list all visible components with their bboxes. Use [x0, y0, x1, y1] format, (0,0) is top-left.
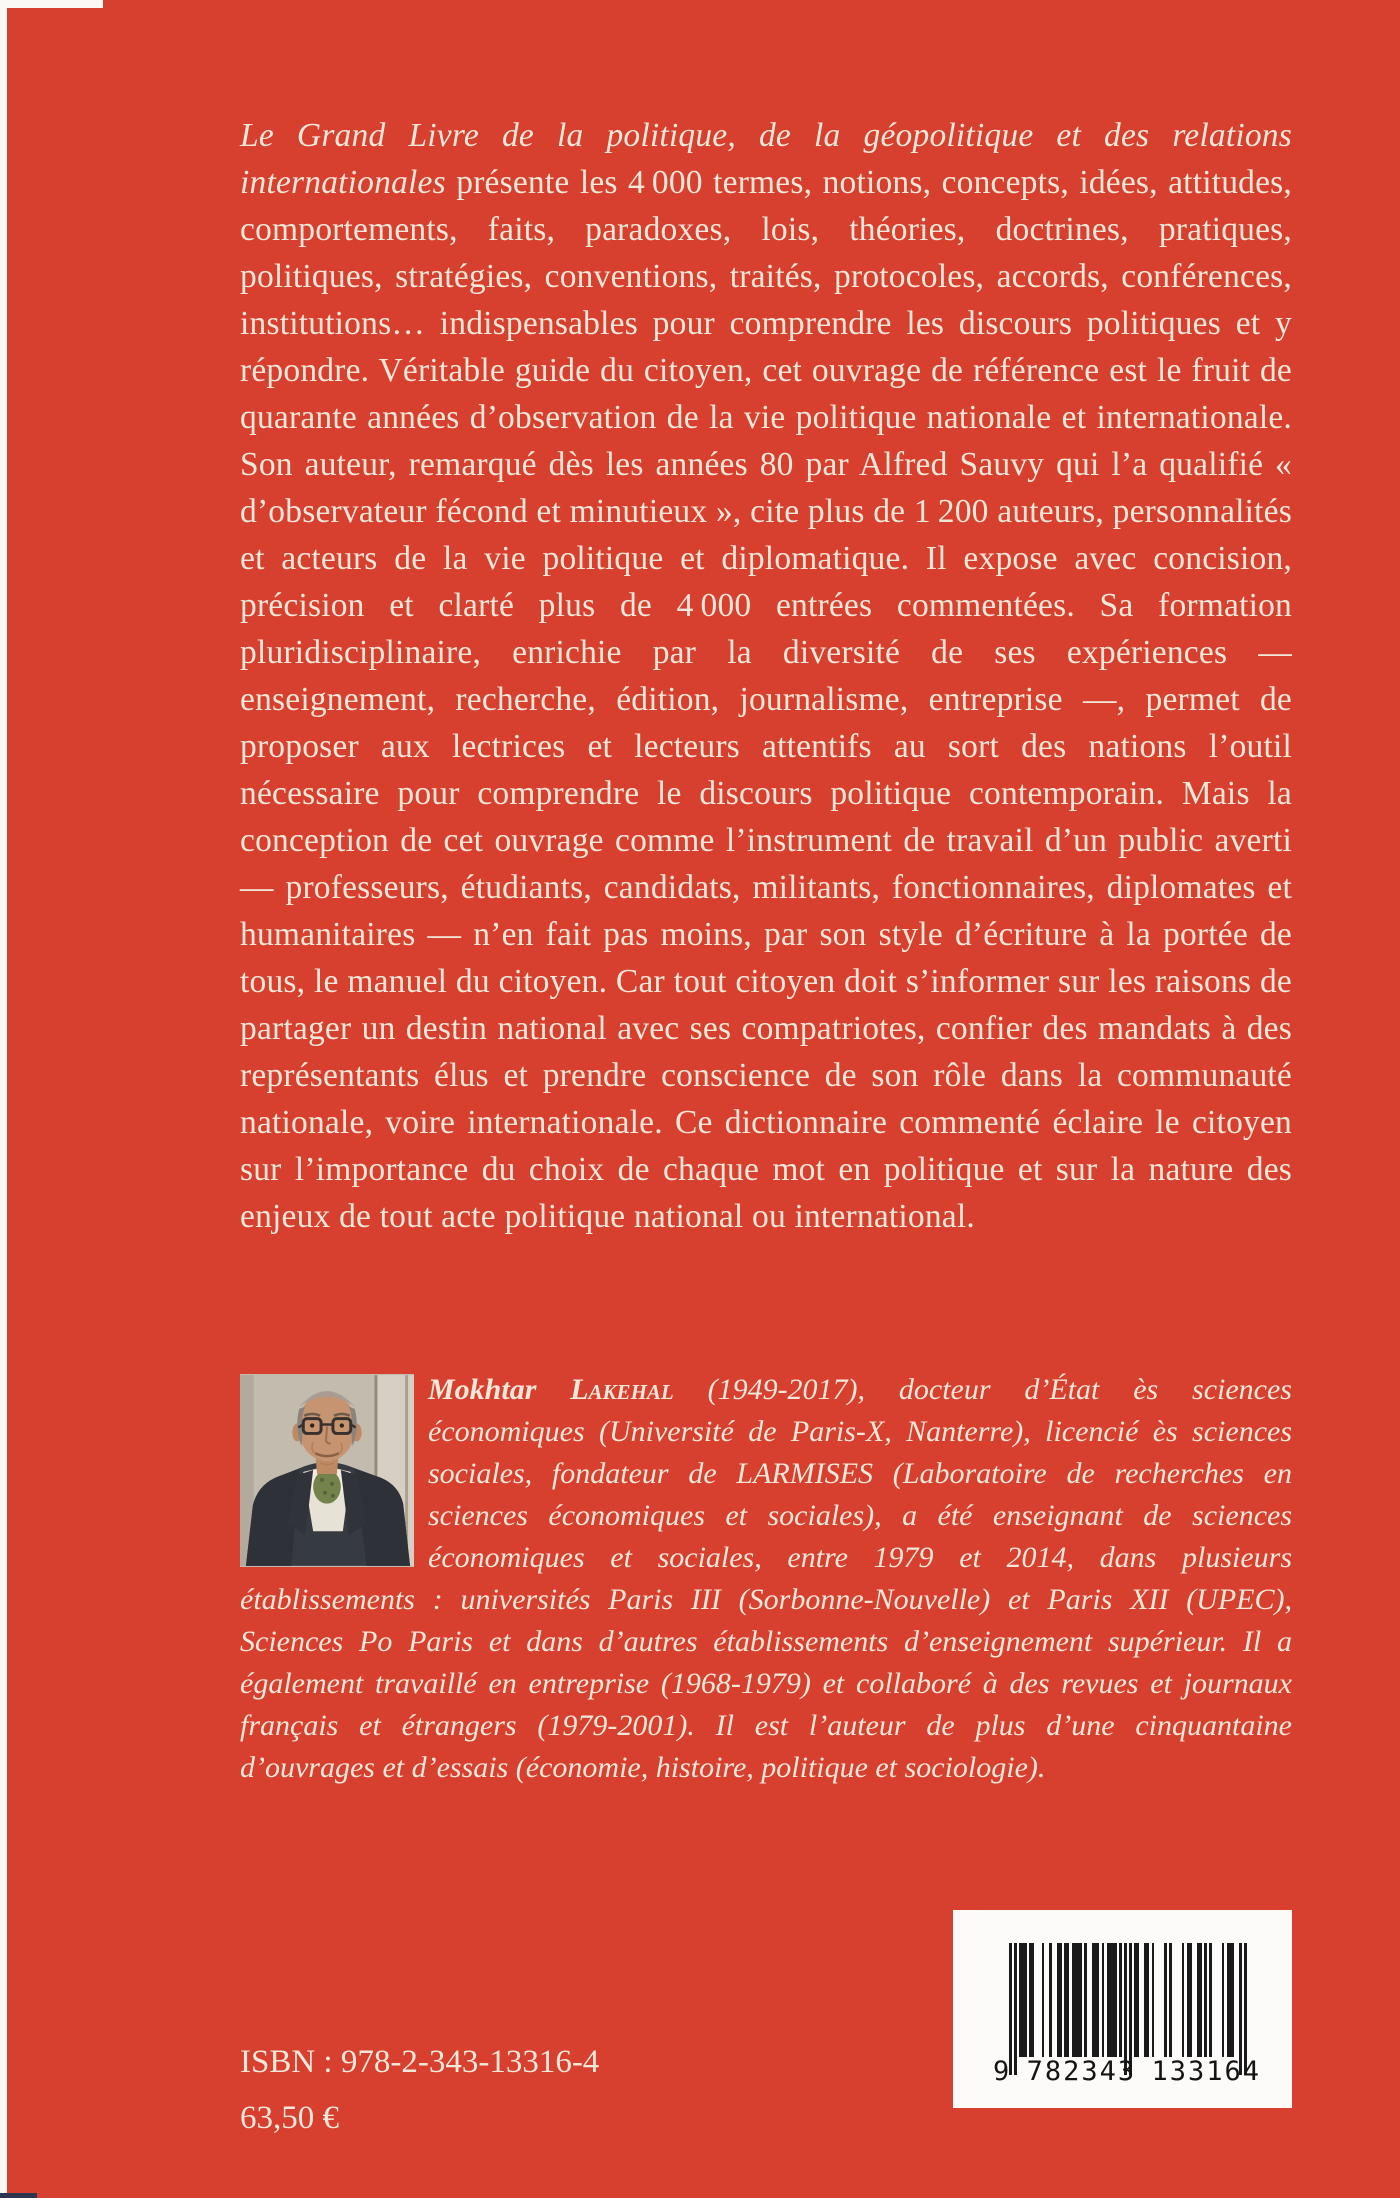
synopsis-text: présente les 4 000 termes, notions, concepts, idées, attitudes, comportements, faits, paradoxes, lois, théories, doctrines, pratiques, politiques, stratégies, conventions, traités, protocoles, accords, conférences, institutions… indispensables pour comprendre les discours politiques et y répondre. Véritable guide du citoyen, cet ouvrage de référence est le fruit de quarante années d’observation de la vie politique nationale et internationale. Son auteur, remarqué dès les années 80 par Alfred Sauvy qui l’a qualifié « d’observateur fécond et minutieux », cite plus de 1 200 auteurs, personnalités et acteurs de la vie politique et diplomatique. Il expose avec concision, précision et clarté plus de 4 000 entrées commentées. Sa formation pluridisciplinaire, enrichie par la diversité de ses expériences — enseignement, recherche, édition, journalisme, entreprise —, permet de proposer aux lectrices et lecteurs attentifs au sort des nations l’outil nécessaire pour comprendre le discours politique contemporain. Mais la conception de cet ouvrage comme l’instrument de travail d’un public averti — professeurs, étudiants, candidats, militants, fonctionnaires, diplomates et humanitaires — n’en fait pas moins, par son style d’écriture à la portée de tous, le manuel du citoyen. Car tout citoyen doit s’informer sur les raisons de partager un destin national avec ses compatriotes, confier des mandats à des représentants élus et prendre conscience de son rôle dans la communauté nationale, voire internationale. Ce dictionnaire commenté éclaire le citoyen sur l’importance du choix de chaque mot en politique et sur la nature des enjeux de tout acte politique national ou international. — [240, 164, 1292, 1235]
author-bio — [240, 1369, 1292, 1789]
author-photo — [240, 1374, 414, 1567]
barcode-digit-system: 9 — [993, 2056, 1012, 2087]
price-label: 63,50 € — [240, 2100, 339, 2136]
scan-corner-mark — [0, 2193, 37, 2198]
scan-edge-left — [0, 0, 7, 2198]
author-last-name: Lakehal — [570, 1373, 674, 1406]
author-first-name: Mokhtar — [428, 1373, 537, 1406]
book-title: Le Grand Livre de la politique, de la géopolitique et des relations internationales — [240, 117, 1292, 201]
synopsis-paragraph — [240, 112, 1292, 1240]
isbn-label: ISBN : 978-2-343-13316-4 — [240, 2044, 600, 2080]
scan-edge-top — [0, 0, 103, 8]
barcode-digits — [993, 2056, 1261, 2088]
author-name — [428, 1373, 674, 1406]
barcode-digits-left: 782343 — [1026, 2056, 1137, 2087]
bio-text: (1949-2017), docteur d’État ès sciences économiques (Université de Paris-X, Nanterre), licencié ès sciences sociales, fondateur de LARMISES (Laboratoire de recherches en sciences économiques et sociales), a été enseignant de sciences économiques et sociales, entre 1979 et 2014, dans plusieurs établissements : universités Paris III (Sorbonne-Nouvelle) et Paris XII (UPEC), Sciences Po Paris et dans d’autres établissements d’enseignement supérieur. Il a également travaillé en entreprise (1968-1979) et collaboré à des revues et journaux français et étrangers (1979-2001). Il est l’auteur de plus d’une cinquantaine d’ouvrages et d’essais (économie, histoire, politique et sociologie). — [240, 1373, 1292, 1784]
barcode — [953, 1910, 1292, 2108]
barcode-digits-right: 133164 — [1151, 2056, 1261, 2087]
